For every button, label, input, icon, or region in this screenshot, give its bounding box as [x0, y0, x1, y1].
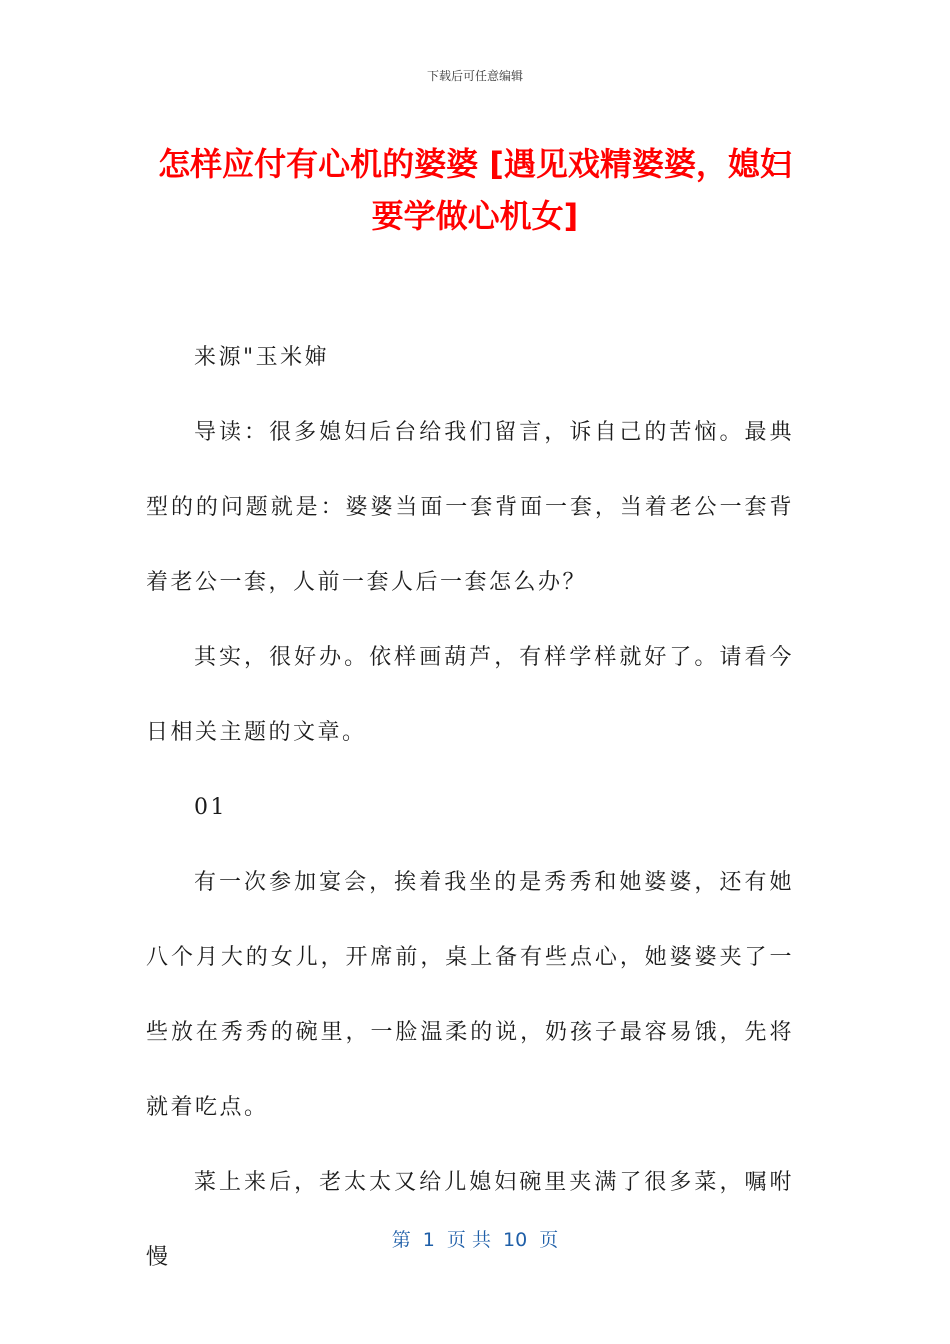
document-title	[120, 138, 830, 242]
section-number: 01	[194, 795, 227, 820]
title-line-2: 要学做心机女]	[371, 197, 579, 235]
title-line-1: 怎样应付有心机的婆婆 [遇见戏精婆婆，媳妇	[158, 145, 792, 183]
header-note: 下载后可任意编辑	[426, 69, 523, 83]
paragraph-answer: 其实，很好办。依样画葫芦，有样学样就好了。请看今日相关主题的文章。	[146, 645, 794, 745]
paragraph-intro: 导读：很多媳妇后台给我们留言，诉自己的苦恼。最典型的的问题就是：婆婆当面一套背面一套，当着老公一套背着老公一套，人前一套人后一套怎么办？	[146, 420, 794, 595]
page-number-footer: 第 1 页 共 10 页	[391, 1229, 559, 1251]
paragraph-source: 来源"玉米婶	[194, 345, 330, 370]
document-body	[146, 320, 794, 1295]
paragraph-continued: 菜上来后，老太太又给儿媳妇碗里夹满了很多菜，嘱咐慢	[146, 1170, 794, 1270]
paragraph-story: 有一次参加宴会，挨着我坐的是秀秀和她婆婆，还有她八个月大的女儿，开席前，桌上备有些点心，她婆婆夹了一些放在秀秀的碗里，一脸温柔的说，奶孩子最容易饿，先将就着吃点。	[146, 870, 794, 1120]
